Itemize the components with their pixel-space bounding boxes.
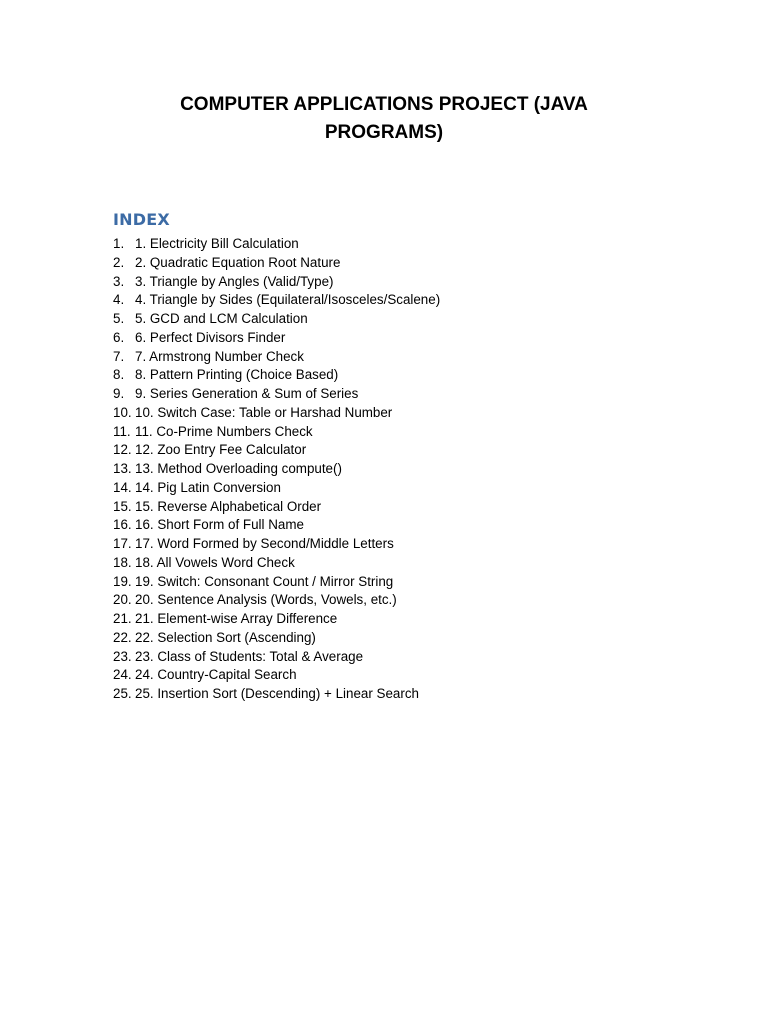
index-list	[113, 235, 440, 704]
list-item	[113, 554, 440, 573]
list-item-number: 9.	[113, 386, 125, 401]
list-item-text: 14. Pig Latin Conversion	[135, 479, 281, 495]
list-item-number: 1.	[113, 236, 125, 251]
list-item-text: 21. Element-wise Array Difference	[135, 611, 338, 626]
list-item	[113, 235, 440, 254]
list-item-text: 11. Co-Prime Numbers Check	[135, 423, 313, 439]
list-item	[113, 591, 440, 610]
list-item-text: 20. Sentence Analysis (Words, Vowels, etc.)	[135, 592, 397, 608]
list-item-number: 24.	[113, 667, 132, 683]
list-item-text: 1. Electricity Bill Calculation	[135, 236, 299, 251]
list-item-text: 22. Selection Sort (Ascending)	[135, 629, 316, 645]
list-item	[113, 423, 440, 442]
list-item-text: 10. Switch Case: Table or Harshad Number	[135, 404, 393, 420]
list-item-number: 6.	[113, 329, 125, 345]
list-item-number: 15.	[113, 498, 132, 514]
list-item	[113, 441, 440, 460]
list-item-number: 18.	[113, 554, 132, 570]
list-item-number: 21.	[113, 611, 132, 626]
list-item-text: 5. GCD and LCM Calculation	[135, 311, 308, 326]
list-item-number: 16.	[113, 517, 132, 533]
index-heading: INDEX	[113, 210, 170, 229]
list-item-number: 17.	[113, 536, 132, 551]
list-item-text: 25. Insertion Sort (Descending) + Linear Search	[135, 686, 419, 701]
list-item	[113, 666, 440, 685]
list-item	[113, 573, 440, 592]
list-item-number: 2.	[113, 254, 125, 270]
list-item-number: 14.	[113, 479, 132, 495]
list-item-text: 17. Word Formed by Second/Middle Letters	[135, 536, 394, 551]
list-item-text: 4. Triangle by Sides (Equilateral/Isosceles/Scalene)	[135, 292, 441, 308]
list-item	[113, 498, 440, 517]
list-item-number: 20.	[113, 592, 132, 608]
list-item-text: 9. Series Generation & Sum of Series	[135, 386, 359, 401]
list-item	[113, 273, 440, 292]
list-item-number: 12.	[113, 442, 132, 458]
list-item	[113, 460, 440, 479]
list-item	[113, 254, 440, 273]
list-item-text: 3. Triangle by Angles (Valid/Type)	[135, 273, 334, 289]
list-item	[113, 366, 440, 385]
list-item-number: 3.	[113, 273, 125, 289]
list-item-number: 8.	[113, 367, 125, 383]
list-item-text: 13. Method Overloading compute()	[135, 461, 342, 476]
list-item-text: 23. Class of Students: Total & Average	[135, 648, 364, 664]
list-item-number: 4.	[113, 292, 125, 308]
list-item-text: 2. Quadratic Equation Root Nature	[135, 254, 341, 270]
list-item-number: 11.	[113, 423, 131, 439]
list-item-text: 15. Reverse Alphabetical Order	[135, 498, 322, 514]
list-item	[113, 310, 440, 329]
list-item-text: 19. Switch: Consonant Count / Mirror String	[135, 573, 394, 589]
list-item-text: 16. Short Form of Full Name	[135, 517, 304, 533]
list-item-number: 13.	[113, 461, 132, 476]
list-item-text: 18. All Vowels Word Check	[135, 554, 295, 570]
list-item-number: 5.	[113, 311, 125, 326]
list-item	[113, 348, 440, 367]
list-item	[113, 648, 440, 667]
list-item-number: 23.	[113, 648, 132, 664]
list-item	[113, 329, 440, 348]
list-item	[113, 385, 440, 404]
list-item	[113, 291, 440, 310]
list-item-number: 10.	[113, 404, 132, 420]
list-item	[113, 629, 440, 648]
list-item	[113, 516, 440, 535]
list-item-text: 8. Pattern Printing (Choice Based)	[135, 367, 339, 383]
list-item-number: 19.	[113, 573, 132, 589]
list-item-text: 24. Country-Capital Search	[135, 667, 297, 683]
list-item	[113, 610, 440, 629]
list-item	[113, 479, 440, 498]
list-item	[113, 535, 440, 554]
list-item-number: 22.	[113, 629, 132, 645]
list-item-text: 7. Armstrong Number Check	[135, 348, 304, 364]
list-item-number: 7.	[113, 348, 125, 364]
list-item-text: 12. Zoo Entry Fee Calculator	[135, 442, 307, 458]
list-item	[113, 685, 440, 704]
list-item	[113, 404, 440, 423]
page-title: COMPUTER APPLICATIONS PROJECT (JAVA PROGRAMS)	[180, 94, 588, 143]
list-item-number: 25.	[113, 686, 132, 701]
list-item-text: 6. Perfect Divisors Finder	[135, 329, 286, 345]
